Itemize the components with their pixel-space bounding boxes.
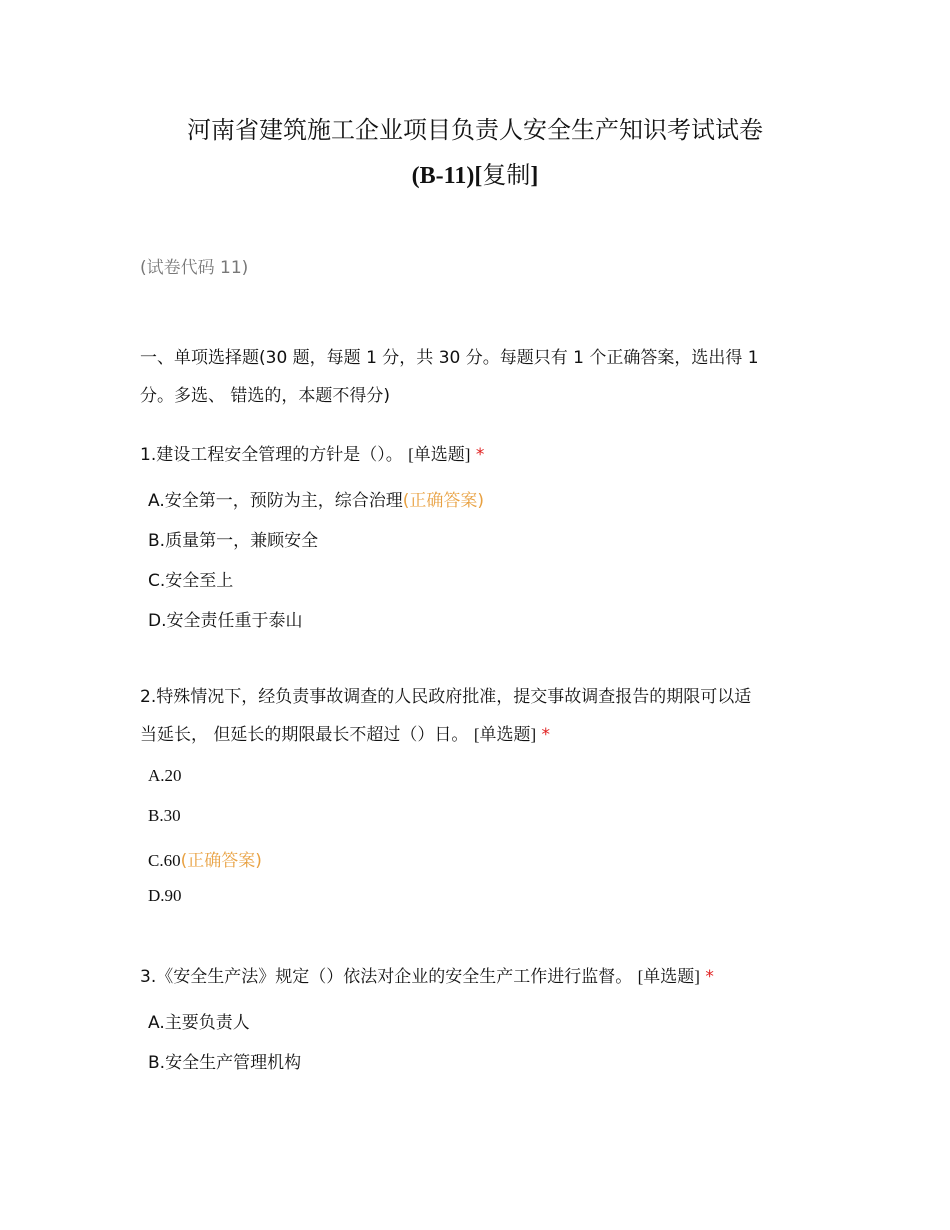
section-heading-line2: 分。多选、 错选的，本题不得分)	[140, 386, 391, 406]
question-type: [单选题]	[473, 725, 537, 744]
title-line2	[0, 155, 950, 190]
correct-answer-tag: (正确答案)	[402, 491, 484, 511]
option-a[interactable]: A.主要负责人	[148, 1013, 250, 1033]
option-a[interactable]	[148, 486, 484, 511]
option-d[interactable]: D.90	[148, 886, 182, 905]
required-mark: *	[541, 725, 551, 745]
question-text: 3.《安全生产法》规定（）依法对企业的安全生产工作进行监督。	[140, 967, 633, 987]
correct-answer-tag: (正确答案)	[180, 851, 262, 871]
question-1	[140, 440, 484, 465]
title-line1: 河南省建筑施工企业项目负责人安全生产知识考试试卷	[187, 116, 763, 144]
question-2-line2	[140, 720, 550, 745]
section-heading-line1: 一、单项选择题(30 题，每题 1 分，共 30 分。每题只有 1 个正确答案，选出得 1	[140, 348, 759, 368]
question-text: 当延长， 但延长的期限最长不超过（）日。	[140, 725, 469, 745]
option-c[interactable]	[148, 846, 262, 871]
required-mark: *	[475, 445, 485, 465]
required-mark: *	[705, 967, 714, 987]
question-type: [单选题]	[637, 967, 700, 986]
option-b[interactable]: B.30	[148, 806, 181, 825]
title-copy: 复制	[482, 161, 531, 189]
option-d[interactable]: D.安全责任重于泰山	[148, 611, 303, 631]
option-a[interactable]: A.20	[148, 766, 182, 785]
option-b[interactable]: B.安全生产管理机构	[148, 1053, 302, 1073]
option-text: A.安全第一，预防为主，综合治理	[148, 491, 403, 511]
option-text: C.60	[148, 851, 181, 870]
paper-code: (试卷代码 11)	[140, 258, 249, 278]
question-type: [单选题]	[408, 445, 471, 464]
question-text: 1.建设工程安全管理的方针是（）。	[140, 445, 403, 465]
question-3	[140, 962, 714, 987]
title-code: (B-11)[	[411, 163, 483, 189]
question-2-line1: 2.特殊情况下，经负责事故调查的人民政府批准，提交事故调查报告的期限可以适	[140, 687, 752, 707]
title-close: ]	[530, 163, 539, 189]
option-b[interactable]: B.质量第一，兼顾安全	[148, 531, 319, 551]
option-c[interactable]: C.安全至上	[148, 571, 234, 591]
